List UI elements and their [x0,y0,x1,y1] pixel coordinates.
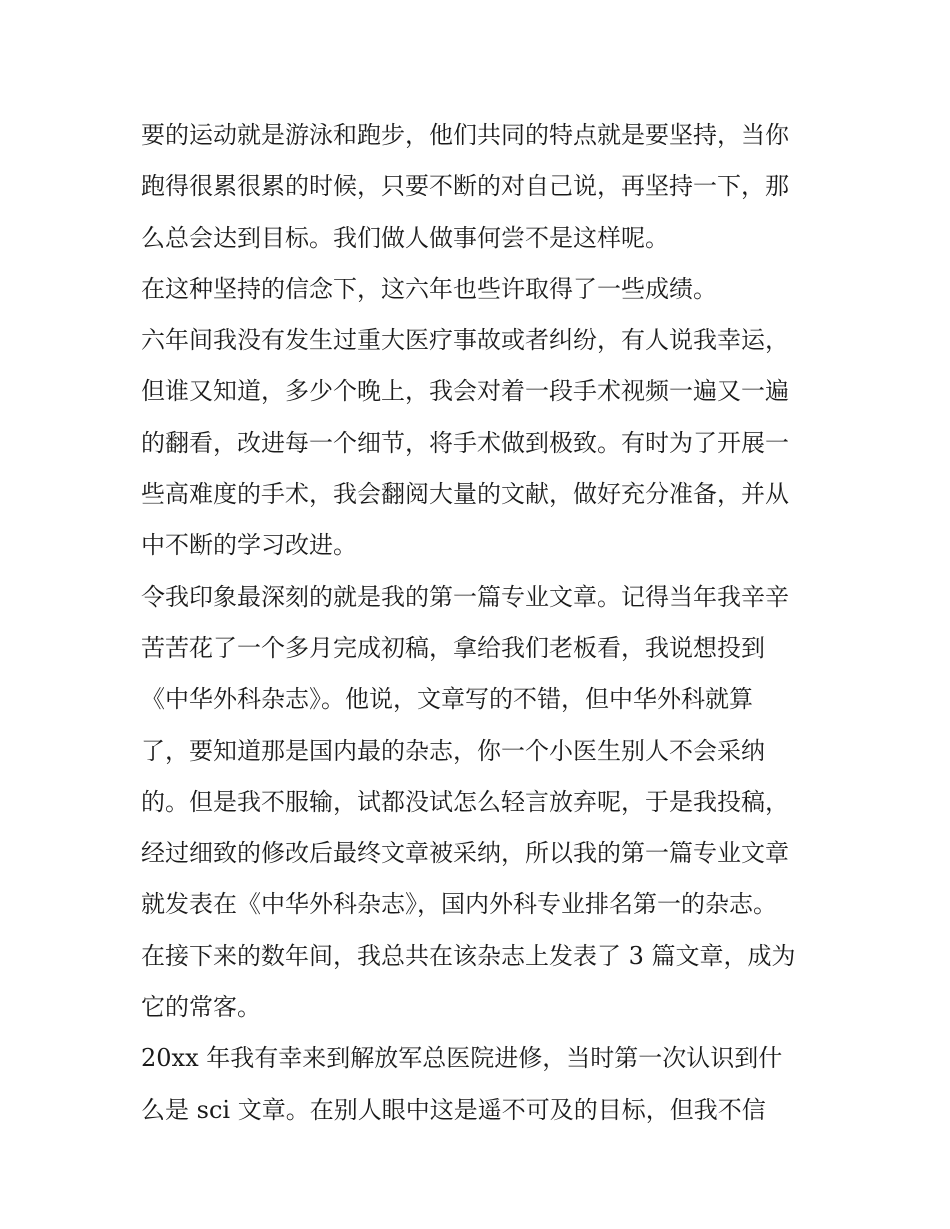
text-line: 中不断的学习改进。 [141,531,357,560]
text-line: 就发表在《中华外科杂志》，国内外科专业排名第一的杂志。 [141,890,777,919]
text-line: 的翻看，改进每一个细节，将手术做到极致。有时为了开展一 [141,428,789,457]
text-line: 它的常客。 [141,993,261,1022]
text-line: 么是 sci 文章。在别人眼中这是遥不可及的目标，但我不信 [141,1095,766,1124]
text-line: 经过细致的修改后最终文章被采纳，所以我的第一篇专业文章 [141,839,789,868]
body-text [141,110,813,1136]
text-line: 苦苦花了一个多月完成初稿，拿给我们老板看，我说想投到 [141,633,765,662]
text-line: 但谁又知道，多少个晚上，我会对着一段手术视频一遍又一遍 [141,377,789,406]
text-line: 么总会达到目标。我们做人做事何尝不是这样呢。 [141,223,669,252]
text-line: 要的运动就是游泳和跑步，他们共同的特点就是要坚持，当你 [141,121,789,149]
text-line: 令我印象最深刻的就是我的第一篇专业文章。记得当年我辛辛 [141,582,789,611]
text-line: 些高难度的手术，我会翻阅大量的文献，做好充分准备，并从 [141,480,789,509]
text-line: 了，要知道那是国内最的杂志，你一个小医生别人不会采纳 [141,736,765,765]
text-line: 20xx 年我有幸来到解放军总医院进修，当时第一次认识到什 [141,1044,783,1073]
text-line: 六年间我没有发生过重大医疗事故或者纠纷，有人说我幸运， [141,326,789,355]
text-line: 在接下来的数年间，我总共在该杂志上发表了 3 篇文章，成为 [141,941,796,970]
text-line: 《中华外科杂志》。他说，文章写的不错，但中华外科就算 [141,685,753,714]
text-line: 在这种坚持的信念下，这六年也些许取得了一些成绩。 [141,274,717,303]
text-line: 的。但是我不服输，试都没试怎么轻言放弃呢，于是我投稿， [141,787,789,816]
text-line: 跑得很累很累的时候，只要不断的对自己说，再坚持一下，那 [141,172,789,201]
